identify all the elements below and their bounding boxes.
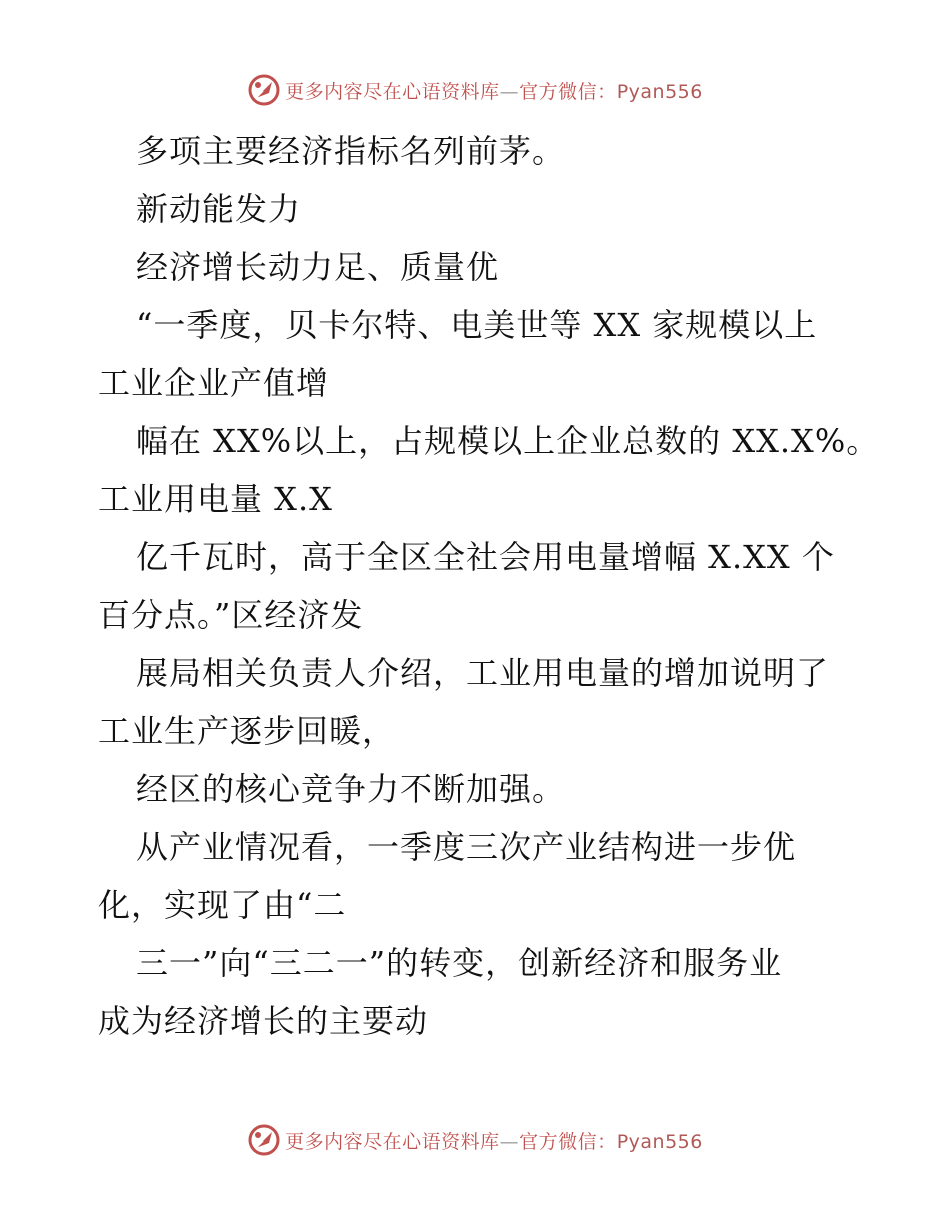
- header-banner-text: [285, 77, 703, 104]
- footer-banner-text: [285, 1127, 703, 1154]
- text-line: 从产业情况看，一季度三次产业结构进一步优: [136, 828, 797, 866]
- text-line: 百分点。”区经济发: [98, 596, 364, 634]
- text-line: 经区的核心竞争力不断加强。: [136, 770, 566, 808]
- text-line: 亿千瓦时，高于全区全社会用电量增幅 X.XX 个: [136, 538, 835, 576]
- header-wechat-id: Pyan556: [616, 80, 703, 103]
- document-body: [98, 122, 880, 1050]
- footer-wechat-id: Pyan556: [616, 1130, 703, 1153]
- quill-logo-icon: [247, 73, 281, 107]
- text-line: 工业用电量 X.X: [98, 480, 333, 518]
- text-line: 展局相关负责人介绍，工业用电量的增加说明了: [136, 654, 830, 692]
- text-line: 新动能发力: [136, 190, 302, 228]
- text-line: 工业企业产值增: [98, 364, 330, 402]
- text-line: 多项主要经济指标名列前茅。: [136, 132, 566, 170]
- footer-brand-text: 更多内容尽在心语资料库: [285, 1130, 500, 1153]
- footer-separator: —: [499, 1130, 520, 1153]
- header-separator: —: [499, 80, 520, 103]
- quill-logo-icon: [247, 1123, 281, 1157]
- header-wechat-label: 官方微信：: [519, 80, 617, 103]
- text-line: 成为经济增长的主要动: [98, 1002, 429, 1040]
- text-line: 化，实现了由“二: [98, 886, 347, 924]
- text-line: “一季度，贝卡尔特、电美世等 XX 家规模以上: [136, 306, 818, 344]
- text-line: 工业生产逐步回暖，: [98, 712, 396, 750]
- text-line: 幅在 XX%以上，占规模以上企业总数的 XX.X%。: [136, 422, 880, 460]
- footer-banner: [0, 1120, 950, 1160]
- header-brand-text: 更多内容尽在心语资料库: [285, 80, 500, 103]
- text-line: 三一”向“三二一”的转变，创新经济和服务业: [136, 944, 783, 982]
- footer-wechat-label: 官方微信：: [519, 1130, 617, 1153]
- header-banner: [0, 70, 950, 110]
- text-line: 经济增长动力足、质量优: [136, 248, 500, 286]
